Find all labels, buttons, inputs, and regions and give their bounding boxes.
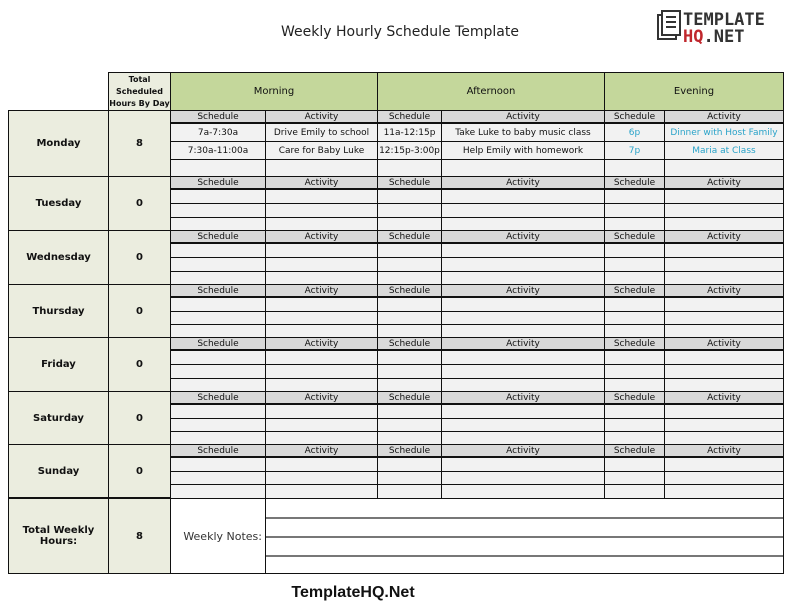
schedule-cell[interactable]: 7:30a-11:00a	[170, 141, 266, 160]
weekly-notes-label: Weekly Notes:	[170, 498, 266, 574]
day-hours: 0	[108, 391, 171, 445]
notes-line[interactable]	[266, 536, 783, 538]
activity-cell[interactable]	[441, 364, 605, 379]
day-label-tuesday: Tuesday	[8, 176, 109, 231]
subheader-activity: Activity	[441, 391, 605, 404]
schedule-cell[interactable]: 6p	[604, 123, 665, 142]
subheader-schedule: Schedule	[604, 176, 665, 189]
schedule-cell[interactable]	[377, 189, 442, 204]
schedule-cell[interactable]	[377, 404, 442, 419]
schedule-cell[interactable]	[170, 297, 266, 312]
schedule-cell[interactable]	[170, 457, 266, 472]
notes-line[interactable]	[266, 517, 783, 519]
activity-cell[interactable]	[441, 484, 605, 499]
subheader-activity: Activity	[265, 391, 378, 404]
activity-cell[interactable]	[441, 404, 605, 419]
schedule-cell[interactable]	[604, 297, 665, 312]
schedule-cell[interactable]: 11a-12:15p	[377, 123, 442, 142]
subheader-schedule: Schedule	[377, 176, 442, 189]
subheader-activity: Activity	[265, 110, 378, 123]
activity-cell[interactable]	[664, 297, 784, 312]
day-hours: 0	[108, 337, 171, 392]
logo-rest: .NET	[703, 27, 745, 47]
total-hours-header: Total Scheduled Hours By Day	[108, 72, 171, 111]
activity-cell[interactable]: Help Emily with homework	[441, 141, 605, 160]
schedule-cell[interactable]	[604, 189, 665, 204]
templatehq-logo	[655, 10, 785, 48]
schedule-cell[interactable]	[170, 350, 266, 365]
subheader-activity: Activity	[664, 284, 784, 297]
subheader-schedule: Schedule	[170, 444, 266, 457]
subheader-schedule: Schedule	[170, 176, 266, 189]
schedule-cell[interactable]	[377, 484, 442, 499]
activity-cell[interactable]	[441, 457, 605, 472]
schedule-cell[interactable]	[170, 189, 266, 204]
activity-cell[interactable]	[265, 350, 378, 365]
day-hours: 0	[108, 230, 171, 285]
schedule-cell[interactable]	[170, 404, 266, 419]
subheader-schedule: Schedule	[170, 284, 266, 297]
activity-cell[interactable]	[265, 257, 378, 272]
schedule-cell[interactable]: 12:15p-3:00p	[377, 141, 442, 160]
subheader-activity: Activity	[664, 337, 784, 350]
subheader-activity: Activity	[265, 444, 378, 457]
notes-line[interactable]	[266, 555, 783, 557]
activity-cell[interactable]: Drive Emily to school	[265, 123, 378, 142]
schedule-cell[interactable]	[170, 484, 266, 499]
subheader-schedule: Schedule	[377, 444, 442, 457]
subheader-activity: Activity	[441, 230, 605, 243]
activity-cell[interactable]	[664, 364, 784, 379]
schedule-cell[interactable]	[170, 364, 266, 379]
total-weekly-hours-value: 8	[108, 498, 171, 574]
activity-cell[interactable]	[265, 189, 378, 204]
day-label-thursday: Thursday	[8, 284, 109, 338]
period-header-evening: Evening	[604, 72, 784, 111]
subheader-schedule: Schedule	[604, 391, 665, 404]
activity-cell[interactable]	[441, 350, 605, 365]
activity-cell[interactable]	[664, 457, 784, 472]
page-title: Weekly Hourly Schedule Template	[281, 24, 519, 40]
activity-cell[interactable]	[441, 243, 605, 258]
activity-cell[interactable]	[664, 404, 784, 419]
schedule-cell[interactable]	[604, 350, 665, 365]
schedule-cell[interactable]	[604, 364, 665, 379]
activity-cell[interactable]	[441, 203, 605, 218]
subheader-activity: Activity	[664, 391, 784, 404]
period-header-afternoon: Afternoon	[377, 72, 605, 111]
schedule-cell[interactable]	[170, 257, 266, 272]
subheader-schedule: Schedule	[377, 391, 442, 404]
subheader-activity: Activity	[441, 110, 605, 123]
activity-cell[interactable]	[664, 243, 784, 258]
day-hours: 0	[108, 444, 171, 498]
subheader-activity: Activity	[664, 230, 784, 243]
schedule-cell[interactable]	[377, 203, 442, 218]
day-label-saturday: Saturday	[8, 391, 109, 445]
day-hours: 0	[108, 284, 171, 338]
subheader-activity: Activity	[265, 176, 378, 189]
day-label-monday: Monday	[8, 110, 109, 177]
footer-brand: TemplateHQ.Net	[291, 584, 415, 601]
schedule-cell[interactable]	[604, 404, 665, 419]
subheader-schedule: Schedule	[377, 230, 442, 243]
logo-accent: HQ	[683, 27, 704, 47]
schedule-cell[interactable]	[604, 257, 665, 272]
activity-cell[interactable]	[664, 350, 784, 365]
day-label-sunday: Sunday	[8, 444, 109, 498]
schedule-cell[interactable]	[170, 243, 266, 258]
document-icon-front	[661, 10, 681, 36]
schedule-cell[interactable]: 7p	[604, 141, 665, 160]
activity-cell[interactable]	[441, 189, 605, 204]
subheader-schedule: Schedule	[604, 110, 665, 123]
schedule-cell[interactable]	[377, 257, 442, 272]
schedule-cell[interactable]	[604, 457, 665, 472]
subheader-activity: Activity	[441, 444, 605, 457]
schedule-cell[interactable]	[377, 297, 442, 312]
schedule-cell[interactable]	[377, 350, 442, 365]
schedule-cell[interactable]: 7a-7:30a	[170, 123, 266, 142]
subheader-activity: Activity	[664, 444, 784, 457]
activity-cell[interactable]: Maria at Class	[664, 141, 784, 160]
subheader-schedule: Schedule	[604, 284, 665, 297]
activity-cell[interactable]	[265, 457, 378, 472]
day-hours: 8	[108, 110, 171, 177]
activity-cell[interactable]	[664, 484, 784, 499]
subheader-activity: Activity	[664, 110, 784, 123]
schedule-cell[interactable]	[377, 243, 442, 258]
total-weekly-hours-label: Total Weekly Hours:	[8, 498, 109, 574]
period-header-morning: Morning	[170, 72, 378, 111]
activity-cell[interactable]	[664, 189, 784, 204]
subheader-activity: Activity	[265, 284, 378, 297]
activity-cell[interactable]	[265, 297, 378, 312]
activity-cell[interactable]	[265, 364, 378, 379]
activity-cell[interactable]	[664, 203, 784, 218]
schedule-cell[interactable]	[377, 364, 442, 379]
subheader-activity: Activity	[664, 176, 784, 189]
activity-cell[interactable]	[265, 203, 378, 218]
subheader-activity: Activity	[441, 284, 605, 297]
subheader-schedule: Schedule	[170, 110, 266, 123]
activity-cell[interactable]	[441, 257, 605, 272]
subheader-schedule: Schedule	[170, 230, 266, 243]
subheader-activity: Activity	[265, 230, 378, 243]
activity-cell[interactable]: Take Luke to baby music class	[441, 123, 605, 142]
subheader-schedule: Schedule	[604, 444, 665, 457]
subheader-activity: Activity	[441, 176, 605, 189]
day-label-friday: Friday	[8, 337, 109, 392]
subheader-schedule: Schedule	[377, 110, 442, 123]
activity-cell[interactable]	[441, 297, 605, 312]
subheader-activity: Activity	[441, 337, 605, 350]
activity-cell[interactable]	[265, 243, 378, 258]
activity-cell[interactable]: Dinner with Host Family	[664, 123, 784, 142]
schedule-cell[interactable]	[170, 203, 266, 218]
logo-line-2	[683, 27, 744, 47]
activity-cell[interactable]	[265, 404, 378, 419]
activity-cell[interactable]: Care for Baby Luke	[265, 141, 378, 160]
schedule-cell[interactable]	[377, 457, 442, 472]
subheader-schedule: Schedule	[604, 337, 665, 350]
subheader-schedule: Schedule	[170, 391, 266, 404]
schedule-cell[interactable]	[604, 243, 665, 258]
day-label-wednesday: Wednesday	[8, 230, 109, 285]
subheader-schedule: Schedule	[604, 230, 665, 243]
activity-cell[interactable]	[265, 484, 378, 499]
logo-line-1: TEMPLATE	[683, 10, 765, 30]
activity-cell[interactable]	[664, 257, 784, 272]
subheader-schedule: Schedule	[377, 337, 442, 350]
weekly-notes-area[interactable]	[265, 498, 784, 574]
schedule-cell[interactable]	[604, 203, 665, 218]
schedule-cell[interactable]	[604, 484, 665, 499]
subheader-schedule: Schedule	[170, 337, 266, 350]
subheader-activity: Activity	[265, 337, 378, 350]
day-hours: 0	[108, 176, 171, 231]
subheader-schedule: Schedule	[377, 284, 442, 297]
